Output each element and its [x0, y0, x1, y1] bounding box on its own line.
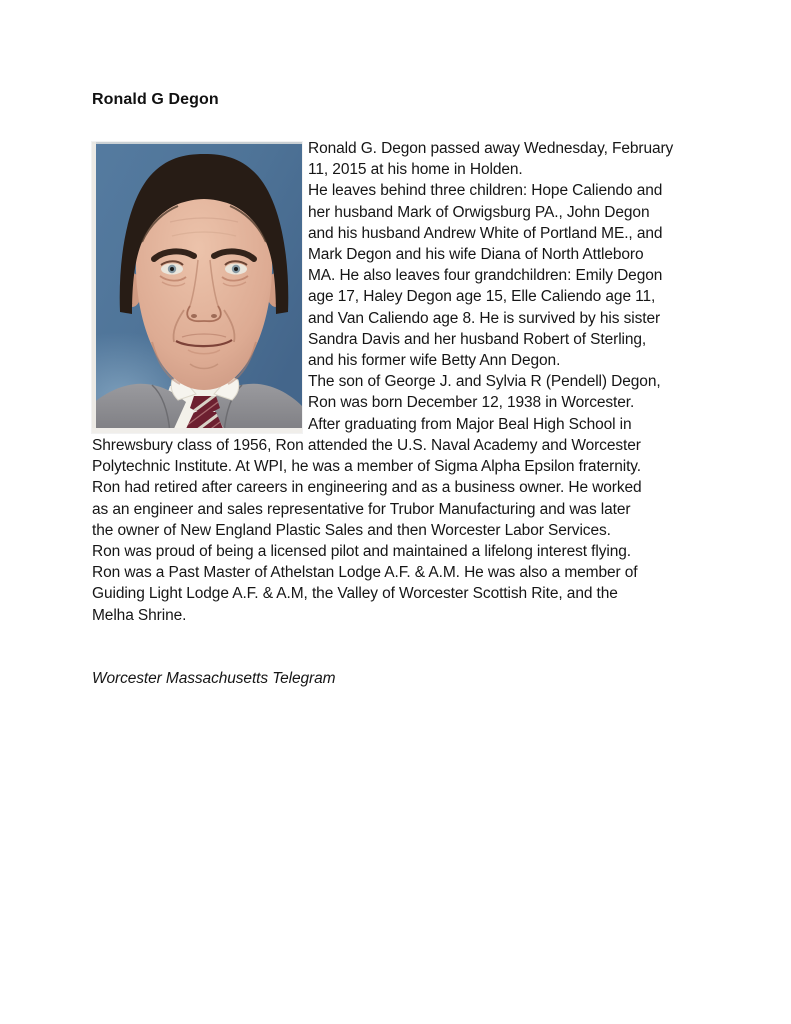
- text-line: her husband Mark of Orwigsburg PA., John Degon: [308, 203, 650, 221]
- text-line: Ron was proud of being a licensed pilot and maintained a lifelong interest flying.: [92, 543, 631, 561]
- text-line: Polytechnic Institute. At WPI, he was a member of Sigma Alpha Epsilon fraternity.: [92, 458, 642, 476]
- portrait-photo: [92, 142, 302, 433]
- text-line: Ron was born December 12, 1938 in Worcester.: [308, 394, 635, 412]
- text-line: He leaves behind three children: Hope Caliendo and: [308, 182, 663, 200]
- text-line: the owner of New England Plastic Sales and then Worcester Labor Services.: [92, 521, 611, 539]
- source-byline: Worcester Massachusetts Telegram: [92, 670, 336, 687]
- text-line: 11, 2015 at his home in Holden.: [308, 161, 523, 179]
- text-line: and his former wife Betty Ann Degon.: [308, 352, 561, 370]
- text-line: as an engineer and sales representative for Trubor Manufacturing and was later: [92, 500, 631, 518]
- obituary-text-full-width: [92, 435, 732, 626]
- portrait-illustration: [92, 142, 302, 433]
- text-line: Mark Degon and his wife Diana of North Attleboro: [308, 246, 644, 264]
- text-line: and his husband Andrew White of Portland ME., and: [308, 224, 663, 242]
- text-line: Ron was a Past Master of Athelstan Lodge A.F. & A.M. He was also a member of: [92, 564, 638, 582]
- text-line: After graduating from Major Beal High School in: [308, 415, 632, 433]
- text-line: Sandra Davis and her husband Robert of Sterling,: [308, 330, 647, 348]
- text-line: Shrewsbury class of 1956, Ron attended the U.S. Naval Academy and Worcester: [92, 437, 641, 454]
- text-line: Ronald G. Degon passed away Wednesday, February: [308, 140, 674, 157]
- text-line: age 17, Haley Degon age 15, Elle Caliendo age 11,: [308, 288, 656, 306]
- obituary-text-beside-photo: [308, 138, 728, 435]
- text-line: Melha Shrine.: [92, 606, 187, 624]
- text-line: The son of George J. and Sylvia R (Pendell) Degon,: [308, 373, 661, 391]
- text-line: MA. He also leaves four grandchildren: Emily Degon: [308, 267, 663, 285]
- page-title: Ronald G Degon: [92, 91, 219, 108]
- text-line: and Van Caliendo age 8. He is survived by his sister: [308, 309, 661, 327]
- text-line: Guiding Light Lodge A.F. & A.M, the Valley of Worcester Scottish Rite, and the: [92, 585, 618, 603]
- text-line: Ron had retired after careers in engineering and as a business owner. He worked: [92, 479, 642, 497]
